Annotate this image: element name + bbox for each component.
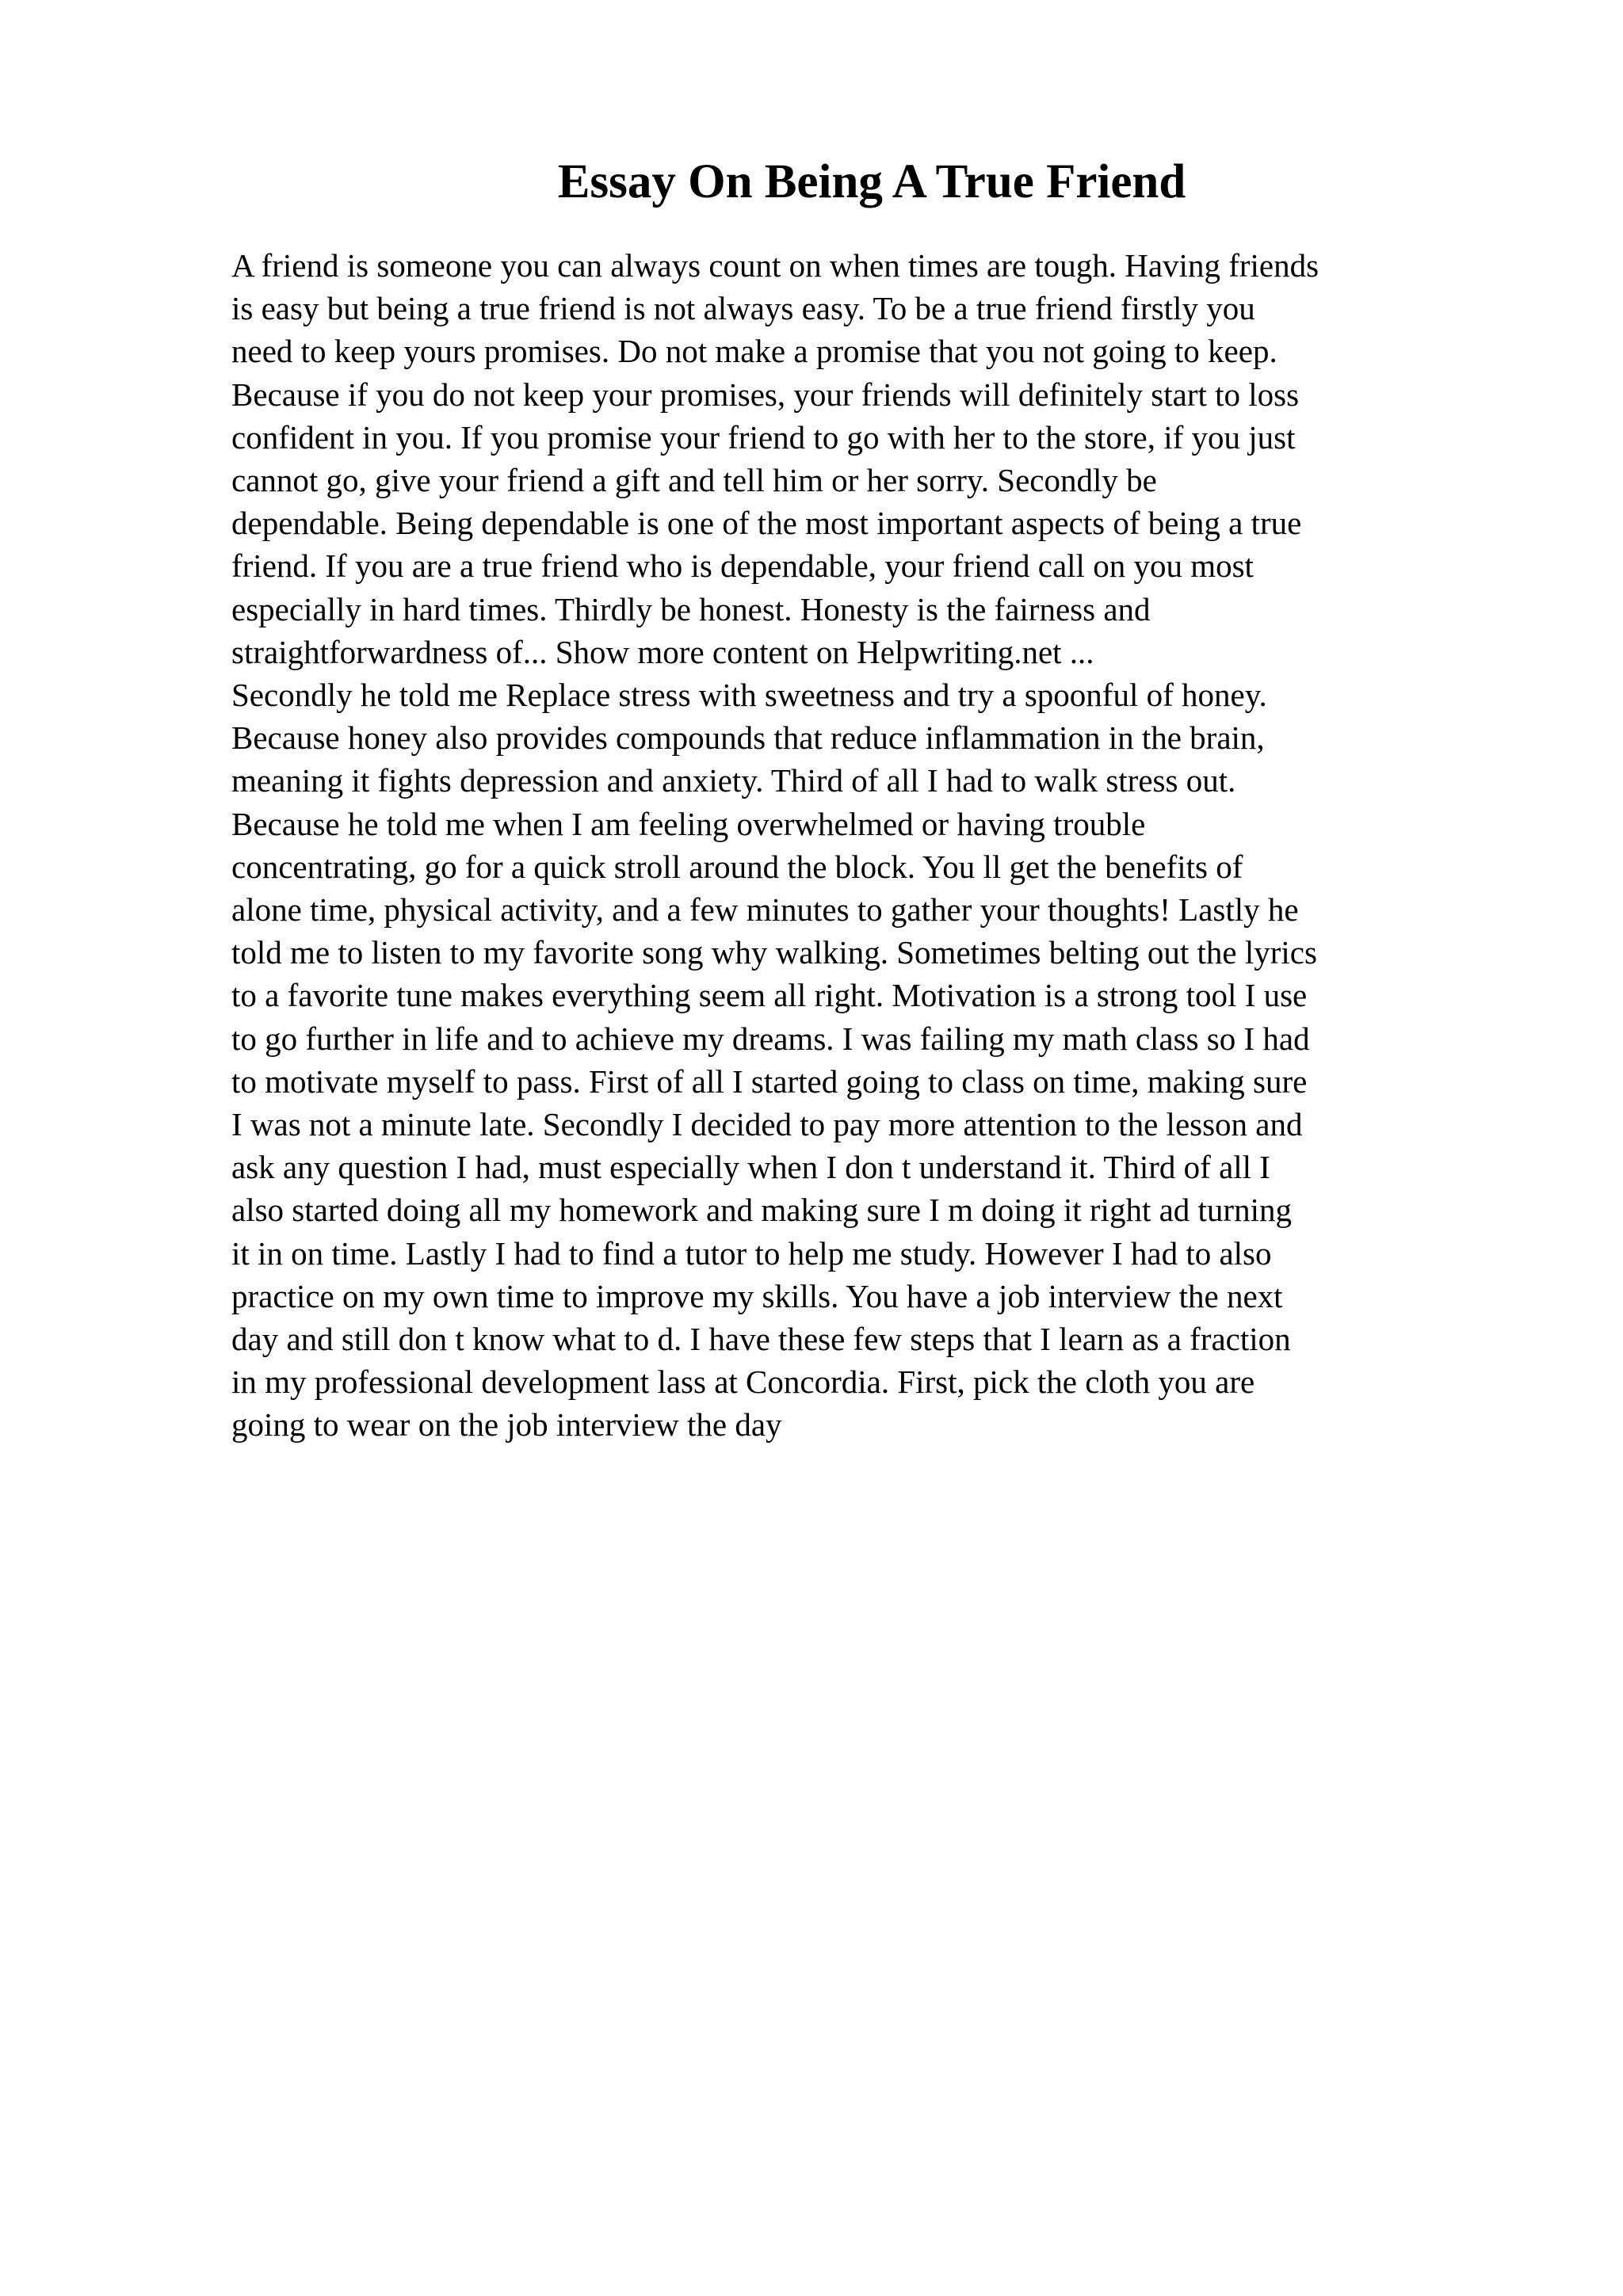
text-line: to motivate myself to pass. First of all I started going to class on time, making sure [231, 1062, 1308, 1100]
page-title: Essay On Being A True Friend [557, 155, 1186, 208]
essay-body [231, 244, 1319, 1447]
text-line: going to wear on the job interview the day [231, 1406, 782, 1444]
text-line: friend. If you are a true friend who is dependable, your friend call on you most [231, 547, 1254, 585]
text-line: ask any question I had, must especially when I don t understand it. Third of all I [231, 1149, 1270, 1186]
text-line: Because honey also provides compounds that reduce inflammation in the brain, [231, 719, 1265, 757]
text-line: Because he told me when I am feeling overwhelmed or having trouble [231, 805, 1146, 842]
text-line: concentrating, go for a quick stroll around the block. You ll get the benefits of [231, 848, 1243, 885]
text-line: alone time, physical activity, and a few minutes to gather your thoughts! Lastly he [231, 891, 1299, 929]
text-line: is easy but being a true friend is not always easy. To be a true friend firstly you [231, 290, 1255, 327]
text-line: especially in hard times. Thirdly be honest. Honesty is the fairness and [231, 590, 1151, 627]
text-line: in my professional development lass at Concordia. First, pick the cloth you are [231, 1363, 1255, 1401]
text-line: meaning it fights depression and anxiety. Third of all I had to walk stress out. [231, 762, 1236, 799]
text-line: it in on time. Lastly I had to find a tutor to help me study. However I had to also [231, 1234, 1272, 1272]
text-line: A friend is someone you can always count on when times are tough. Having friends [231, 247, 1319, 284]
text-line: day and still don t know what to d. I have these few steps that I learn as a fraction [231, 1321, 1291, 1358]
text-line: need to keep yours promises. Do not make a promise that you not going to keep. [231, 333, 1277, 370]
text-line: told me to listen to my favorite song why walking. Sometimes belting out the lyrics [231, 934, 1317, 971]
text-line: to go further in life and to achieve my dreams. I was failing my math class so I had [231, 1020, 1310, 1057]
text-line: Because if you do not keep your promises, your friends will definitely start to loss [231, 376, 1300, 413]
text-line: dependable. Being dependable is one of the most important aspects of being a true [231, 505, 1302, 542]
text-line: Secondly he told me Replace stress with sweetness and try a spoonful of honey. [231, 677, 1267, 714]
text-line: I was not a minute late. Secondly I decided to pay more attention to the lesson and [231, 1106, 1303, 1143]
text-line: cannot go, give your friend a gift and tell him or her sorry. Secondly be [231, 462, 1157, 499]
text-line: practice on my own time to improve my skills. You have a job interview the next [231, 1277, 1283, 1314]
text-line: confident in you. If you promise your friend to go with her to the store, if you just [231, 418, 1296, 456]
text-line: to a favorite tune makes everything seem all right. Motivation is a strong tool I use [231, 977, 1308, 1014]
text-line: also started doing all my homework and making sure I m doing it right ad turning [231, 1192, 1292, 1229]
text-line: straightforwardness of... Show more content on Helpwriting.net ... [231, 633, 1094, 670]
